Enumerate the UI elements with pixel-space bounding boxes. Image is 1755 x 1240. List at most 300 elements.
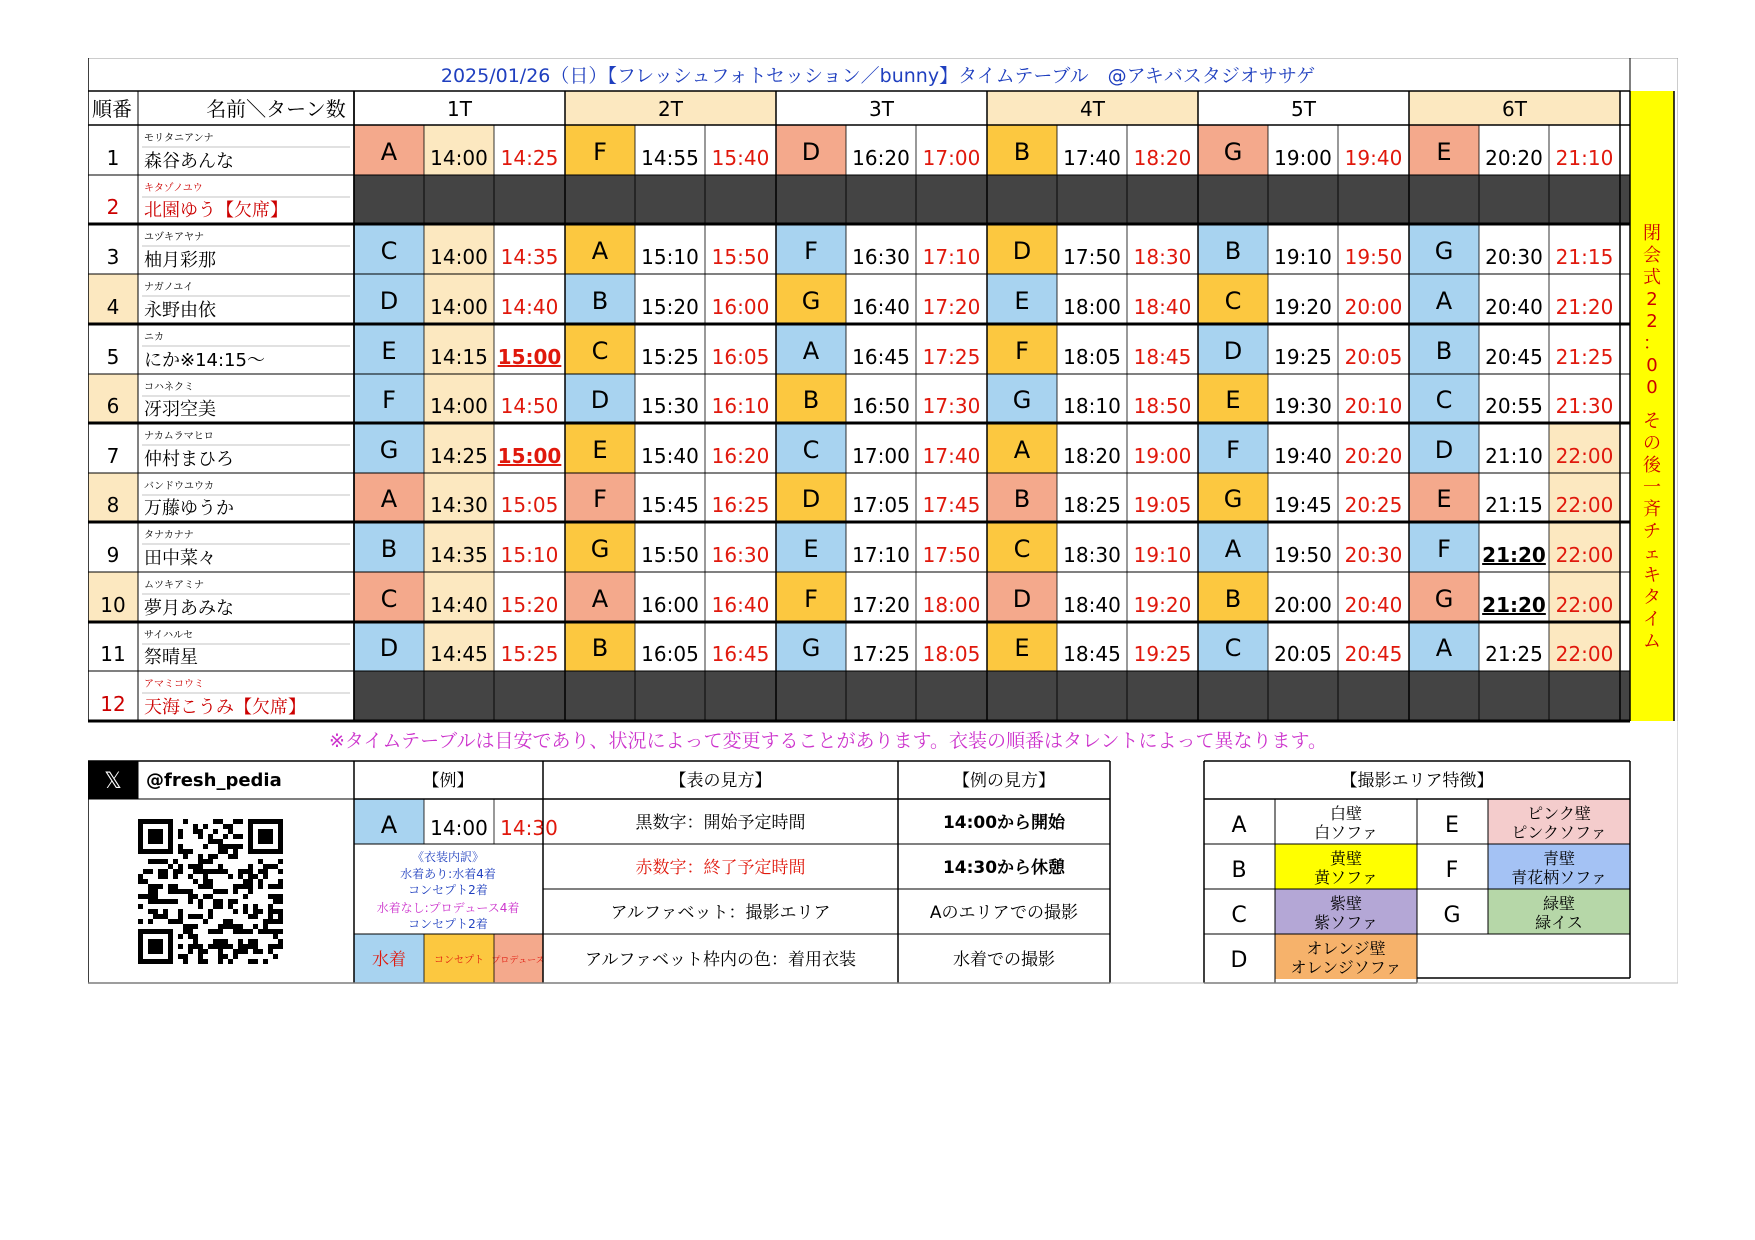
start-time: 19:45 [1274,493,1332,517]
qr-module [278,939,283,944]
area-letter: G [801,287,821,315]
qr-module [148,859,153,864]
qr-module [163,909,168,914]
qr-module [138,879,143,884]
qr-module [263,959,268,964]
row-kana: コハネクミ [144,382,194,393]
qr-module [278,879,283,884]
start-time: 18:40 [1063,593,1121,617]
qr-module [248,959,253,964]
end-time: 21:20 [1555,295,1614,319]
end-time: 17:50 [922,543,981,567]
end-time: 22:00 [1555,593,1614,617]
area-code: D [1230,948,1248,973]
qr-module [188,874,193,879]
closing-char: そ [1643,411,1661,432]
end-time: 17:00 [922,146,981,170]
qr-module [228,924,233,929]
end-time: 14:50 [500,394,559,418]
qr-module [248,889,253,894]
area-code: F [1445,858,1459,883]
row-name: 天海こうみ【欠席】 [144,697,306,718]
area-line2: 紫ソファ [1314,913,1378,932]
area-line2: 青花柄ソファ [1511,868,1607,887]
end-time: 20:20 [1344,444,1403,468]
row-kana: キタゾノユウ [144,183,203,194]
example-howto-item: Aのエリアでの撮影 [929,903,1079,923]
area-line1: 青壁 [1542,849,1576,868]
end-time: 14:40 [500,295,559,319]
qr-module [233,889,238,894]
qr-module [213,929,218,934]
qr-module [183,924,188,929]
closing-char: の [1643,433,1661,454]
qr-module [253,924,258,929]
legend-label: 水着 [372,950,406,970]
qr-module [273,944,278,949]
qr-module [183,849,188,854]
qr-finder [148,939,163,954]
end-time: 17:10 [922,245,981,269]
qr-module [223,834,228,839]
area-letter: G [1223,485,1243,513]
row-kana: モリタニアンナ [144,133,214,144]
area-letter: A [1435,634,1453,662]
qr-module [248,874,253,879]
qr-module [198,834,203,839]
qr-module [198,914,203,919]
area-line1: 黄壁 [1329,849,1363,868]
qr-module [268,909,273,914]
qr-module [223,844,228,849]
qr-module [233,929,238,934]
area-letter: A [380,485,398,513]
closing-char: キ [1643,565,1661,586]
start-time: 21:15 [1485,493,1543,517]
qr-module [178,934,183,939]
area-letter: A [1013,436,1031,464]
qr-module [248,864,253,869]
closing-char: ム [1643,631,1661,652]
start-time: 20:45 [1485,345,1543,369]
qr-module [263,929,268,934]
qr-module [193,864,198,869]
row-kana: ムツキアミナ [144,580,204,591]
qr-module [143,869,148,874]
qr-module [173,869,178,874]
qr-module [213,944,218,949]
qr-module [168,899,173,904]
qr-module [223,824,228,829]
start-time: 14:30 [430,493,488,517]
area-code: G [1443,903,1461,928]
start-time: 19:50 [1274,543,1332,567]
qr-module [168,919,173,924]
qr-module [178,829,183,834]
qr-module [218,924,223,929]
closing-char: 0 [1646,355,1658,376]
start-time: 17:40 [1063,146,1121,170]
start-time: 16:20 [852,146,910,170]
qr-module [183,959,188,964]
qr-module [183,954,188,959]
end-time: 15:25 [500,642,559,666]
example-howto-item: 14:00から開始 [942,813,1066,833]
qr-module [198,829,203,834]
timetable-grid [88,58,1678,1054]
start-time: 18:25 [1063,493,1121,517]
start-time: 14:40 [430,593,488,617]
qr-module [233,954,238,959]
start-time: 20:40 [1485,295,1543,319]
end-time: 16:40 [711,593,770,617]
header-turn-label: 3T [869,97,894,121]
qr-module [208,854,213,859]
qr-module [188,899,193,904]
start-time: 16:45 [852,345,910,369]
row-number: 9 [106,543,120,567]
qr-module [208,929,213,934]
qr-module [248,879,253,884]
area-letter: E [1014,287,1030,315]
start-time: 20:20 [1485,146,1543,170]
row-name: 万藤ゆうか [144,498,234,519]
end-time: 14:35 [500,245,559,269]
qr-module [203,879,208,884]
area-letter: D [1434,436,1454,464]
qr-module [228,904,233,909]
end-time: 20:25 [1344,493,1403,517]
qr-module [228,829,233,834]
start-time: 15:50 [641,543,699,567]
qr-module [198,864,203,869]
qr-module [168,884,173,889]
closing-char: ェ [1643,543,1661,564]
qr-module [148,889,153,894]
qr-module [193,944,198,949]
area-letter: F [1015,337,1029,365]
schedule-note: ※タイムテーブルは目安であり、状況によって変更することがあります。衣装の順番はタレントによって異なります。 [329,730,1327,752]
qr-module [168,864,173,869]
start-time: 19:00 [1274,146,1332,170]
absent-row-fill [354,175,1630,224]
qr-module [198,904,203,909]
qr-module [258,909,263,914]
start-time: 18:45 [1063,642,1121,666]
start-time: 14:55 [641,146,699,170]
qr-module [253,874,258,879]
qr-module [158,884,163,889]
qr-module [263,864,268,869]
qr-module [163,869,168,874]
qr-module [183,889,188,894]
qr-module [228,844,233,849]
qr-module [268,864,273,869]
qr-module [198,959,203,964]
qr-module [203,884,208,889]
qr-module [148,899,153,904]
area-letter: D [1012,237,1032,265]
qr-module [168,889,173,894]
qr-module [213,889,218,894]
end-time: 20:05 [1344,345,1403,369]
start-time: 15:45 [641,493,699,517]
qr-module [238,844,243,849]
qr-module [193,939,198,944]
area-letter: E [1014,634,1030,662]
area-letter: D [1012,585,1032,613]
qr-module [213,839,218,844]
qr-module [163,874,168,879]
qr-module [138,894,143,899]
qr-module [258,879,263,884]
start-time: 19:25 [1274,345,1332,369]
end-time: 17:30 [922,394,981,418]
qr-module [173,919,178,924]
qr-module [253,944,258,949]
end-time: 15:40 [711,146,770,170]
qr-module [258,859,263,864]
area-letter: B [802,386,820,414]
row-number: 12 [100,692,126,716]
qr-module [173,889,178,894]
qr-module [188,894,193,899]
qr-module [178,834,183,839]
absent-row-fill [354,671,1630,721]
qr-module [188,944,193,949]
qr-module [278,919,283,924]
area-letter: E [381,337,397,365]
area-letter: D [379,287,399,315]
areas-title: 【撮影エリア特徴】 [1340,771,1494,791]
qr-module [238,834,243,839]
closing-char: 2 [1646,289,1658,310]
qr-module [268,919,273,924]
qr-module [148,884,153,889]
qr-module [193,914,198,919]
closing-char: 0 [1646,377,1658,398]
costume-title: 《衣装内訳》 [411,850,485,864]
area-letter: A [802,337,820,365]
qr-module [273,929,278,934]
qr-module [188,924,193,929]
qr-module [188,889,193,894]
area-letter: G [1012,386,1032,414]
qr-module [218,849,223,854]
area-letter: G [1223,138,1243,166]
row-name: 夢月あみな [144,598,234,619]
qr-module [218,944,223,949]
area-letter: F [804,237,818,265]
qr-module [268,949,273,954]
qr-module [278,909,283,914]
qr-module [218,819,223,824]
qr-module [203,894,208,899]
qr-module [218,959,223,964]
qr-module [253,949,258,954]
qr-module [278,899,283,904]
start-time: 17:50 [1063,245,1121,269]
start-time: 18:10 [1063,394,1121,418]
row-number: 8 [106,493,120,517]
end-time: 22:00 [1555,444,1614,468]
qr-module [148,894,153,899]
qr-module [183,929,188,934]
closing-char: 会 [1643,245,1661,266]
qr-module [263,919,268,924]
start-time: 15:25 [641,345,699,369]
qr-module [248,939,253,944]
area-letter: C [802,436,820,464]
qr-module [163,859,168,864]
qr-module [198,869,203,874]
qr-module [158,914,163,919]
howto-title: 【表の見方】 [669,771,772,791]
end-time: 20:30 [1344,543,1403,567]
end-time: 21:25 [1555,345,1614,369]
end-time: 16:25 [711,493,770,517]
qr-module [238,869,243,874]
qr-module [178,954,183,959]
area-letter: D [590,386,610,414]
end-time: 19:50 [1344,245,1403,269]
qr-module [188,864,193,869]
qr-module [278,944,283,949]
qr-module [253,939,258,944]
start-time: 16:50 [852,394,910,418]
qr-module [228,824,233,829]
qr-module [238,944,243,949]
row-kana: ニカ [144,332,164,343]
qr-module [188,849,193,854]
area-line2: 白ソファ [1314,823,1378,842]
start-time: 14:00 [430,295,488,319]
area-letter: A [591,585,609,613]
start-time: 17:00 [852,444,910,468]
qr-module [198,949,203,954]
start-time: 20:30 [1485,245,1543,269]
qr-module [173,884,178,889]
qr-module [148,869,153,874]
example-title: 【例】 [422,771,474,791]
qr-module [263,924,268,929]
qr-module [193,934,198,939]
qr-module [218,844,223,849]
end-time: 16:45 [711,642,770,666]
row-kana: ユヅキアヤナ [144,232,204,243]
page-title: 2025/01/26（日）【フレッシュフォトセッション／bunny】タイムテーブル @アキバスタジオササゲ [440,65,1316,87]
qr-module [218,949,223,954]
qr-module [248,929,253,934]
area-letter: G [590,535,610,563]
row-number: 10 [100,593,126,617]
example-end: 14:30 [500,816,558,840]
end-time: 19:00 [1133,444,1192,468]
qr-module [148,919,153,924]
closing-char: 一 [1643,477,1661,498]
qr-module [143,894,148,899]
qr-module [243,884,248,889]
end-time: 18:05 [922,642,981,666]
qr-module [208,909,213,914]
qr-module [208,914,213,919]
start-time: 20:05 [1274,642,1332,666]
qr-module [218,929,223,934]
qr-module [223,919,228,924]
area-code: C [1231,903,1247,928]
qr-module [238,884,243,889]
qr-module [263,869,268,874]
qr-finder [148,829,163,844]
end-time: 17:25 [922,345,981,369]
qr-module [208,879,213,884]
qr-module [143,879,148,884]
start-time: 19:40 [1274,444,1332,468]
qr-module [258,949,263,954]
row-number: 3 [106,245,120,269]
qr-module [223,944,228,949]
example-howto-title: 【例の見方】 [953,771,1055,791]
closing-char: 斉 [1643,499,1661,520]
area-letter: B [1435,337,1453,365]
qr-module [178,889,183,894]
end-time: 16:30 [711,543,770,567]
end-time: 18:40 [1133,295,1192,319]
qr-module [258,869,263,874]
qr-module [243,909,248,914]
area-code: E [1445,813,1459,838]
qr-module [268,884,273,889]
qr-module [223,849,228,854]
header-turn-label: 6T [1502,97,1527,121]
end-time: 15:00 [497,444,562,468]
start-time: 21:10 [1485,444,1543,468]
end-time: 17:20 [922,295,981,319]
qr-module [243,904,248,909]
qr-module [228,919,233,924]
qr-module [273,919,278,924]
header-turn-label: 5T [1291,97,1316,121]
end-time: 21:30 [1555,394,1614,418]
closing-char: 2 [1646,311,1658,332]
costume-line: 水着なし:プロデュース4着 [376,901,520,915]
qr-module [238,819,243,824]
closing-char: 式 [1643,267,1661,288]
qr-module [198,944,203,949]
start-time: 17:20 [852,593,910,617]
area-line1: ピンク壁 [1527,804,1591,823]
qr-module [218,954,223,959]
x-logo-icon: 𝕏 [104,769,122,794]
area-letter: G [379,436,399,464]
qr-module [233,899,238,904]
qr-module [228,854,233,859]
start-time: 21:25 [1485,642,1543,666]
qr-module [178,849,183,854]
area-letter: B [1013,138,1031,166]
qr-module [278,929,283,934]
qr-module [273,864,278,869]
area-line1: オレンジ壁 [1306,939,1386,958]
qr-module [243,944,248,949]
area-code: B [1231,858,1247,883]
area-letter: F [382,386,396,414]
end-time: 22:00 [1555,642,1614,666]
qr-module [278,914,283,919]
qr-module [233,834,238,839]
qr-module [193,829,198,834]
closing-char: ： [1643,333,1661,354]
